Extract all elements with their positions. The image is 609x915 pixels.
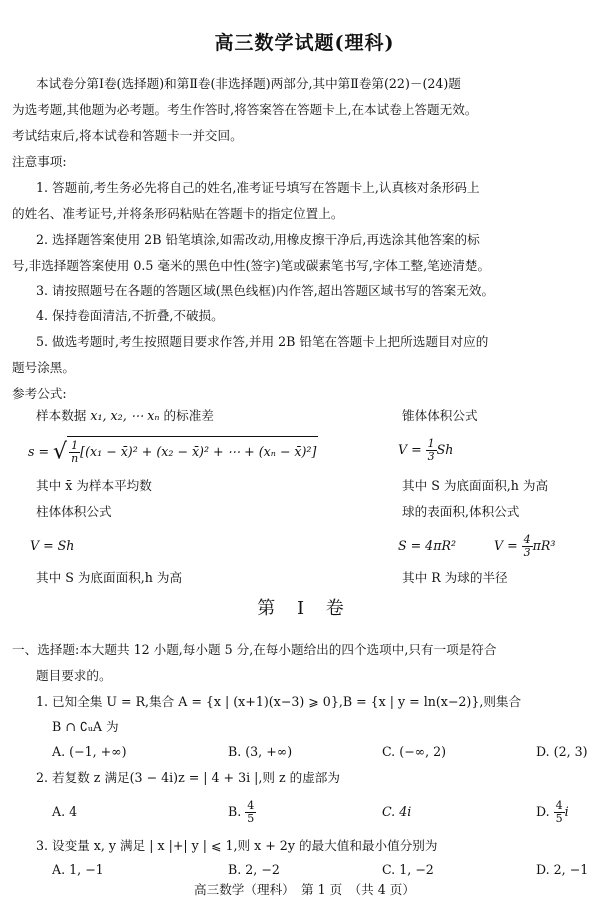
sphere-area-formula: S = 4πR² (398, 538, 457, 553)
cylinder-note: 其中 S 为底面面积,h 为高 (36, 570, 183, 585)
question-1-option-c: C. (−∞, 2) (382, 744, 447, 759)
notice-1-line-1: 1. 答题前,考生务必先将自己的姓名,准考证号填写在答题卡上,认真核对条形码上 (36, 180, 480, 195)
cone-frac-num: 1 (427, 437, 435, 450)
question-3-option-a: A. 1, −1 (52, 862, 104, 877)
std-dev-label-post: 的标准差 (159, 408, 214, 423)
std-dev-vars: x₁, x₂, ⋯ xₙ (90, 408, 160, 423)
question-2-option-a: A. 4 (52, 804, 78, 819)
option-b-den: 5 (247, 812, 255, 826)
option-d-num: 4 (555, 799, 563, 812)
sphere-volume-formula (494, 534, 555, 559)
section-title: 第 Ⅰ 卷 (257, 598, 352, 619)
sphere-vol-den: 3 (523, 546, 531, 560)
question-1-option-a: A. (−1, +∞) (52, 744, 127, 759)
question-2-option-b (228, 800, 256, 825)
page-footer: 高三数学（理科） 第 1 页 （共 4 页） (194, 882, 415, 897)
mean-note: 其中 x̄ 为样本平均数 (36, 478, 152, 493)
radicand (67, 436, 318, 465)
notice-5-line-1: 5. 做选考题时,考生按照题目要求作答,并用 2B 铅笔在答题卡上把所选题目对应的 (36, 334, 489, 349)
question-3-option-c: C. 1, −2 (382, 862, 434, 877)
std-dev-body: [(x₁ − x̄)² + (x₂ − x̄)² + ⋯ + (xₙ − x̄)²] (80, 444, 317, 460)
cylinder-formula: V = Sh (30, 538, 75, 553)
std-dev-formula (28, 436, 318, 465)
page-title: 高三数学试题(理科) (214, 32, 395, 54)
std-dev-fraction (69, 440, 80, 465)
option-d-suffix: i (564, 804, 569, 820)
intro-line-1: 本试卷分第Ⅰ卷(选择题)和第Ⅱ卷(非选择题)两部分,其中第Ⅱ卷第(22)－(24)题 (36, 76, 461, 91)
sphere-label: 球的表面积,体积公式 (402, 504, 520, 519)
question-1-option-b: B. (3, +∞) (228, 744, 293, 759)
cone-note: 其中 S 为底面面积,h 为高 (402, 478, 549, 493)
std-dev-frac-num: 1 (71, 439, 79, 452)
cone-label: 锥体体积公式 (402, 408, 478, 423)
formula-heading: 参考公式: (12, 386, 67, 401)
cone-formula (398, 438, 453, 463)
cone-frac-den: 3 (427, 450, 435, 464)
std-dev-lhs: s = (28, 444, 54, 460)
question-1-option-d: D. (2, 3) (536, 744, 588, 759)
question-3-option-b: B. 2, −2 (228, 862, 280, 877)
question-2-option-b-fraction (245, 800, 256, 825)
question-2-option-c: C. 4i (382, 804, 412, 819)
notice-4: 4. 保持卷面清洁,不折叠,不破损。 (36, 308, 224, 323)
part1-intro-line-1: 一、选择题:本大题共 12 小题,每小题 5 分,在每小题给出的四个选项中,只有一项是符合 (12, 642, 497, 657)
intro-line-2: 为选考题,其他题为必考题。考生作答时,将答案答在答题卡上,在本试卷上答题无效。 (12, 102, 478, 117)
question-3-stem: 3. 设变量 x, y 满足 | x |+| y | ⩽ 1,则 x + 2y 的最大值和最小值分别为 (36, 838, 438, 853)
question-2-stem: 2. 若复数 z 满足(3 − 4i)z = | 4 + 3i |,则 z 的虚部为 (36, 770, 340, 785)
sphere-vol-num: 4 (523, 533, 531, 546)
option-d-den: 5 (555, 812, 563, 826)
notice-1-line-2: 的姓名、准考证号,并将条形码粘贴在答题卡的指定位置上。 (12, 206, 344, 221)
sphere-vol-fraction (522, 534, 533, 559)
cone-rhs: Sh (436, 442, 454, 458)
question-2-option-d-fraction (554, 800, 565, 825)
sphere-vol-rhs: πR³ (532, 538, 556, 554)
cone-lhs: V = (398, 442, 426, 458)
radical-sign: √ (53, 439, 68, 465)
question-2-option-d (536, 800, 569, 825)
question-2-option-b-letter: B. (228, 804, 242, 820)
cone-fraction (426, 438, 437, 463)
std-dev-frac-den: n (71, 452, 79, 466)
sphere-vol-lhs: V = (494, 538, 522, 554)
question-2-option-d-letter: D. (536, 804, 550, 820)
question-3-option-d: D. 2, −1 (536, 862, 589, 877)
notice-2-line-2: 号,非选择题答案使用 0.5 毫米的黑色中性(签字)笔或碳素笔书写,字体工整,笔迹清楚。 (12, 258, 491, 273)
part1-intro-line-2: 题目要求的。 (36, 668, 112, 683)
notice-5-line-2: 题号涂黑。 (12, 360, 75, 375)
sphere-note: 其中 R 为球的半径 (402, 570, 508, 585)
notice-2-line-1: 2. 选择题答案使用 2B 铅笔填涂,如需改动,用橡皮擦干净后,再选涂其他答案的标 (36, 232, 480, 247)
question-1-stem-line-2: B ∩ ∁ᵤA 为 (52, 719, 119, 734)
notice-heading: 注意事项: (12, 154, 67, 169)
question-1-stem-line-1: 1. 已知全集 U = R,集合 A = {x | (x+1)(x−3) ⩾ 0},B = {x | y = ln(x−2)},则集合 (36, 694, 522, 709)
option-b-num: 4 (247, 799, 255, 812)
std-dev-label-pre: 样本数据 (36, 408, 91, 423)
cylinder-label: 柱体体积公式 (36, 504, 112, 519)
std-dev-label (36, 410, 214, 423)
notice-3: 3. 请按照题号在各题的答题区域(黑色线框)内作答,超出答题区域书写的答案无效。 (36, 283, 495, 298)
intro-line-3: 考试结束后,将本试卷和答题卡一并交回。 (12, 128, 243, 143)
